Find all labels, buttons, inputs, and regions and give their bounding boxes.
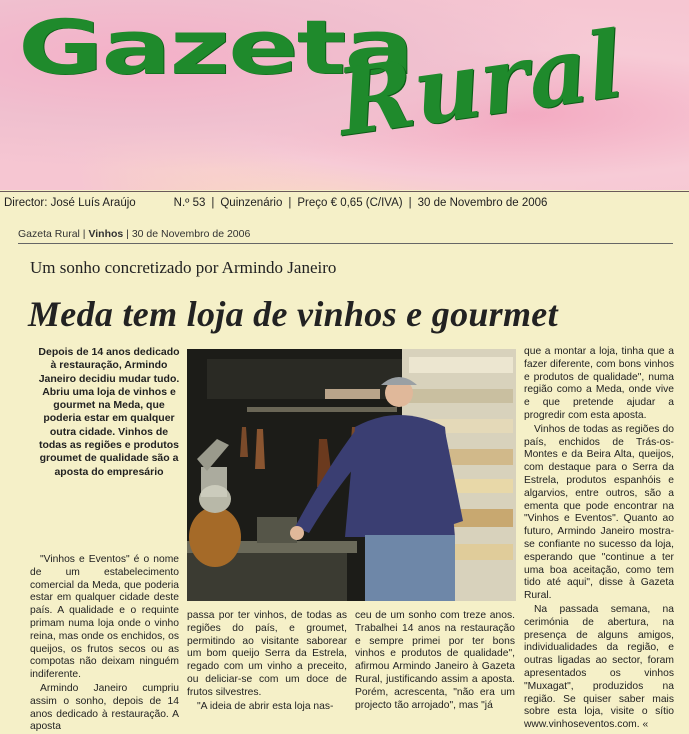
logo-rural: Rural (330, 10, 630, 158)
paragraph: Armindo Janeiro cumpriu assim o sonho, depois de 14 anos dedicado à restauração. A aposta (30, 682, 179, 733)
store-photo-illustration (187, 349, 516, 601)
divider (18, 243, 673, 244)
masthead-info-bar (0, 191, 689, 214)
article-column-3 (355, 610, 515, 712)
article-lead: Depois de 14 anos dedicado à restauração, Armindo Janeiro decidiu mudar tudo. Abriu uma loja de vinhos e gourmet na Meda, que poderia estar em qualquer outra cidade. Vinhos de todas as regiões e produtos groumet de qualidade são a aposta do empresário (38, 346, 180, 478)
paragraph: passa por ter vinhos, de todas as regiões do país, e groumet, permitindo ao visitante saborear um bom queijo Serra da Estrela, regado com um vinho a preceito, ou deliciar-se com um doce de frutos silvestres. (187, 610, 347, 698)
store-photo (187, 349, 516, 601)
article-column-2 (187, 610, 347, 713)
meta-source: Gazeta Rural (18, 228, 80, 240)
separator: | (408, 197, 412, 209)
price: Preço € 0,65 (C/IVA) (297, 197, 403, 209)
separator: | (288, 197, 292, 209)
article-kicker: Um sonho concretizado por Armindo Janeiro (30, 258, 337, 277)
meta-date: 30 de Novembro de 2006 (131, 228, 251, 240)
meta-section: Vinhos (88, 228, 124, 240)
masthead (0, 0, 689, 190)
article-headline: Meda tem loja de vinhos e gourmet (28, 294, 558, 334)
separator: | (211, 197, 215, 209)
frequency: Quinzenário (220, 197, 283, 209)
article-meta: Gazeta Rural | Vinhos | 30 de Novembro de 2006 (18, 228, 251, 240)
paragraph: "A ideia de abrir esta loja nas- (197, 700, 334, 712)
article-column-1 (30, 554, 179, 734)
paragraph: Vinhos de todas as regiões do país, enchidos de Trás-os-Montes e da Beira Alta, queijos, com destaque para o Serra da Estrela, produtos espanhóis e algarvios, entre outros, são a ementa que pode encontrar na "Vinhos e Eventos". Quanto ao futuro, Armindo Janeiro mostra-se confiante no sucesso da loja, esperando que "continue a ter uma boa aceitação, como tem tido até aqui", disse à Gazeta Rural. (524, 423, 674, 602)
paragraph: Na passada semana, na cerimónia de abertura, na presença de alguns amigos, individualidades da região, e outras ligadas ao sector, foram apresentados os vinhos "Muxagat", produzidos na região. Se quiser saber mais sobre esta loja, visite o sítio www.vinhoseventos.com. « (524, 603, 674, 731)
paragraph: "Vinhos e Eventos" é o nome de um estabelecimento comercial da Meda, que poderia estar em qualquer cidade deste país. A qualidade e o requinte primam numa loja onde o vinho reina, mas onde os enchidos, os queijos, os frutos secos ou as compotas não deixam ninguém indiferente. (30, 554, 179, 681)
director-line: Director: José Luís Araújo (4, 197, 136, 209)
paragraph: que a montar a loja, tinha que a fazer diferente, com bons vinhos e produtos de qualidade", numa região como a Meda, onde vive e que pretende ajudar a progredir com esta aposta. (524, 346, 674, 421)
paragraph: ceu de um sonho com treze anos. Trabalhei 14 anos na restauração e sempre primei por ter bons vinhos e produtos de qualidade", afirmou Armindo Janeiro à Gazeta Rural, justificando assim a aposta. Porém, acrescenta, "não era um projecto tão arrojado", mas "já (355, 610, 515, 711)
article-column-4 (524, 346, 674, 732)
issue-number: N.º 53 (173, 197, 206, 209)
issue-date: 30 de Novembro de 2006 (417, 197, 548, 209)
logo-gazeta: Gazeta (18, 3, 413, 92)
